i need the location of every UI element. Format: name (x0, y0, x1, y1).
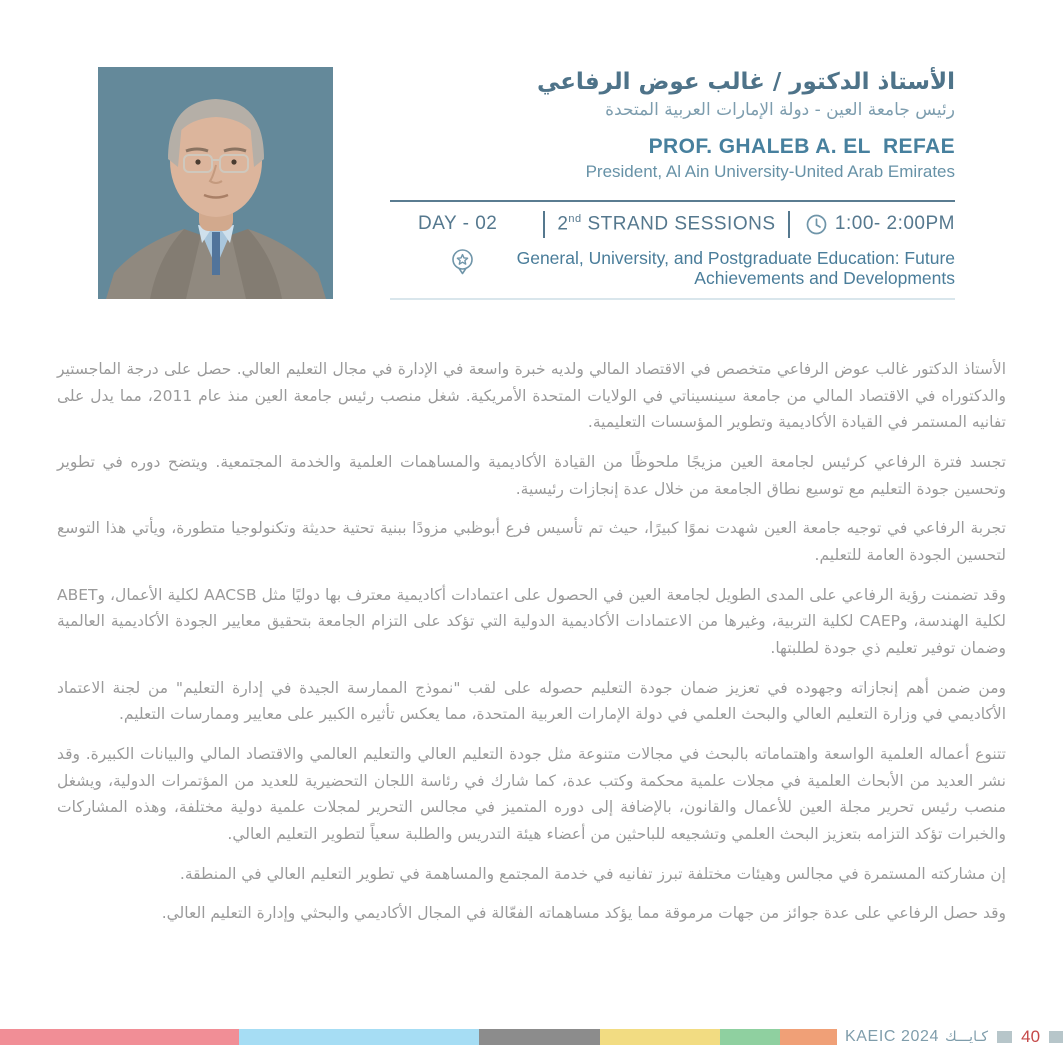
color-bar-segment (239, 1029, 479, 1045)
bio-paragraph: الأستاذ الدكتور غالب عوض الرفاعي متخصص في الاقتصاد المالي ولديه خبرة واسعة في الإدارة في مجال التعليم العالي. حصل على درجة الماجستير والدكتوراه في الاقتصاد المالي من جامعة سينسيناتي في الولايات المتحدة الأمريكية. شغل منصب رئيس جامعة العين منذ عام 2011، مما يدل على تفانيه المستمر في القيادة الأكاديمية وتطوير المؤسسات التعليمية. (57, 360, 1007, 432)
strand-label: STRAND SESSIONS (581, 213, 776, 235)
page-footer (0, 1028, 1063, 1045)
color-bar-segment (720, 1029, 780, 1045)
footer-color-bar (0, 1029, 837, 1045)
bio-paragraph: إن مشاركته المستمرة في مجالس وهيئات مختلفة تبرز تفانيه في خدمة المجتمع والمساهمة في تطوير التعليم العالي في المنطقة. (179, 864, 1006, 883)
footer-square (997, 1031, 1012, 1043)
session-strand (557, 213, 775, 235)
biography-text (57, 356, 1006, 940)
speaker-photo (98, 67, 333, 299)
color-bar-segment (0, 1029, 239, 1045)
session-time-label: 1:00- 2:00PM (834, 213, 955, 235)
speaker-name-english: PROF. GHALEB A. EL REFAE (648, 134, 955, 158)
color-bar-segment (780, 1029, 837, 1045)
session-info-row (390, 211, 955, 238)
strand-ordinal: nd (568, 213, 582, 226)
header-divider (390, 200, 955, 202)
speaker-name-arabic: الأستاذ الدكتور / غالب عوض الرفاعي (536, 69, 955, 95)
bio-paragraph: وقد حصل الرفاعي على عدة جوائز من جهات مرموقة مما يؤكد مساهماته الفعّالة في المجال الأكاديمي والبحثي وإدارة التعليم العالي. (161, 904, 1006, 923)
session-time (806, 213, 955, 235)
bio-paragraph: تتنوع أعماله العلمية الواسعة واهتماماته بالبحث في مجالات متنوعة مثل جودة التعليم العالي والتعليم العالمي والاقتصاد المالي والبيانات الكبيرة. وقد نشر العديد من الأبحاث العلمية في مجلات علمية محكمة وكتب عدة، كما شارك في رئاسة اللجان التحضيرية للعديد من المؤتمرات الدولية، ويشغل منصب رئيس تحرير مجلة العين للأعمال والقانون، بالإضافة إلى دوره المتميز في مجالس التحرير لمجلات علمية دولية مختلفة، وهذه المشاركات والخبرات تؤكد التزامه بتعزيز البحث العلمي وتشجيعه للباحثين من أعضاء هيئة التدريس والطلبة سعياً لتطوير التعليم العالي. (57, 744, 1006, 843)
bio-paragraph: ومن ضمن أهم إنجازاته وجهوده في تعزيز ضمان جودة التعليم حصوله على لقب "نموذج الممارسة الجيدة في إدارة التعليم" من لجنة الاعتماد الأكاديمي في وزارة التعليم العالي والبحث العلمي في دولة الإمارات العربية المتحدة، مما يعكس تأثيره الكبير على معايير وممارسات التعليم. (57, 678, 1006, 724)
bio-paragraph: تجسد فترة الرفاعي كرئيس لجامعة العين مزيجًا ملحوظًا من القيادة الأكاديمية والمساهمات العلمية والخدمة المجتمعية. ويتضح دوره في تطوير وتحسين جودة التعليم مع توسيع نطاق الجامعة من خلال عدة إنجازات رئيسية. (57, 452, 1006, 498)
speaker-header (390, 68, 955, 300)
strand-number: 2 (557, 213, 569, 235)
speaker-title-arabic: رئيس جامعة العين - دولة الإمارات العربية المتحدة (605, 99, 955, 120)
speaker-title-english: President, Al Ain University-United Arab Emirates (585, 161, 955, 181)
clock-icon (806, 214, 827, 235)
page-number: 40 (1021, 1026, 1041, 1046)
vertical-divider (788, 211, 790, 238)
session-topic-row (390, 248, 955, 289)
header-divider-light (390, 298, 955, 300)
vertical-divider (543, 211, 545, 238)
conference-brand-arabic: كـايـــك (945, 1028, 989, 1045)
speaker-portrait-illustration (98, 67, 333, 299)
bio-paragraph: وقد تضمنت رؤية الرفاعي على المدى الطويل لجامعة العين في الحصول على اعتمادات أكاديمية معترف بها دوليًا مثل AACSB لكلية الأعمال، وABET لكلية الهندسة، وCAEP لكلية التربية، وغيرها من الاعتمادات الأكاديمية الدولية التي تؤكد على التزام الجامعة بتحقيق معايير الجودة الأكاديمية العالمية وضمان توفير تعليم ذي جودة لطلبتها. (57, 585, 1006, 657)
color-bar-segment (479, 1029, 600, 1045)
footer-square (1049, 1031, 1063, 1043)
session-day: DAY - 02 (418, 213, 498, 235)
color-bar-segment (600, 1029, 720, 1045)
conference-brand-english: KAEIC 2024 (845, 1027, 940, 1045)
award-badge-icon (450, 248, 475, 278)
bio-paragraph: تجربة الرفاعي في توجيه جامعة العين شهدت نموًا كبيرًا، حيث تم تأسيس فرع أبوظبي مزودًا ببنية تحتية حديثة وتكنولوجيا متطورة، ويأتي هذا التوسع لتحسين الجودة العامة للتعليم. (57, 519, 1006, 564)
session-topic: General, University, and Postgraduate Education: Future Achievements and Developments (516, 247, 955, 289)
